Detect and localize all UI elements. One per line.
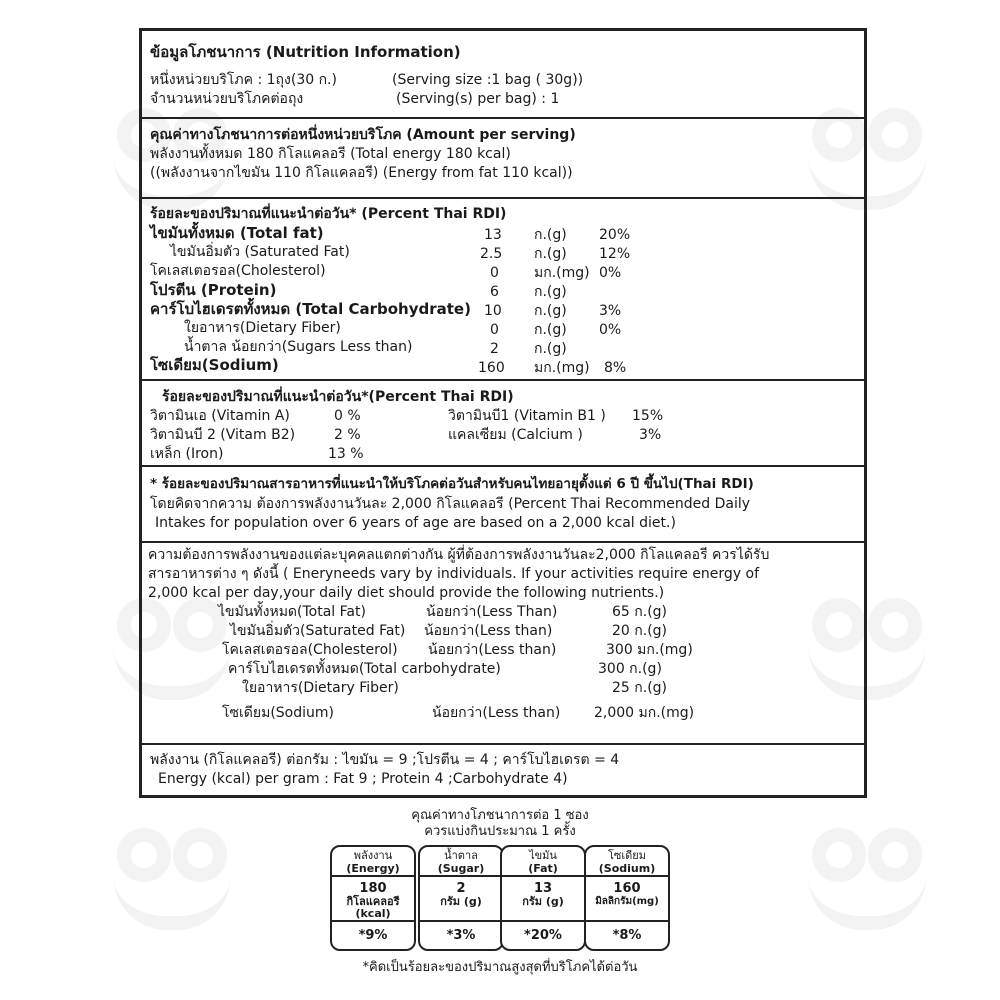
calcium-value: 3%	[639, 427, 662, 443]
can-name-th: โซเดียม	[608, 849, 646, 862]
can-value: 160	[613, 881, 641, 896]
needs-row-value: 300 มก.(mg)	[606, 642, 693, 658]
needs-row-value: 300 ก.(g)	[598, 661, 662, 677]
rdi-row-amount: 10	[484, 303, 502, 319]
rdi-row-unit: ก.(g)	[534, 303, 567, 319]
rdi-row-amount: 0	[490, 322, 499, 338]
needs-row-cond: น้อยกว่า(Less Than)	[426, 604, 558, 620]
needs-row-value: 65 ก.(g)	[612, 604, 668, 620]
can-value: 13	[533, 881, 553, 896]
rdi-row-amount: 13	[484, 227, 502, 243]
needs-line-1: ความต้องการพลังงานของแต่ละบุคคลแตกต่างกัน ผู้ที่ต้องการพลังงานวันละ2,000 กิโลแคลอรี ควรได้รับ	[148, 547, 770, 563]
rdi-row-label: ไขมันอิ่มตัว (Saturated Fat)	[170, 244, 350, 260]
sodium-can	[584, 845, 670, 951]
amount-section	[142, 119, 864, 199]
needs-row-label: ใยอาหาร(Dietary Fiber)	[242, 680, 399, 696]
footnote-line-3: Intakes for population over 6 years of age are based on a 2,000 kcal diet.)	[155, 515, 676, 531]
summary-title-1: คุณค่าทางโภชนาการต่อ 1 ซอง	[411, 808, 589, 823]
rdi-row-unit: ก.(g)	[534, 341, 567, 357]
rdi-row-amount: 2	[490, 341, 499, 357]
panel-title: ข้อมูลโภชนาการ (Nutrition Information)	[150, 43, 461, 61]
servings-per-bag-th: จำนวนหน่วยบริโภคต่อถุง	[150, 91, 304, 107]
vitamins-title: ร้อยละของปริมาณที่แนะนำต่อวัน*(Percent Thai RDI)	[162, 389, 514, 405]
needs-row-value: 20 ก.(g)	[612, 623, 668, 639]
can-name-th: น้ำตาล	[444, 849, 478, 862]
rdi-row-label: คาร์โบไฮเดรตทั้งหมด (Total Carbohydrate)	[150, 300, 471, 318]
total-energy: พลังงานทั้งหมด 180 กิโลแคลอรี (Total energy 180 kcal)	[150, 146, 511, 162]
rdi-row-label: โคเลสเตอรอล(Cholesterol)	[150, 263, 326, 279]
can-unit: กรัม (g)	[522, 895, 564, 908]
sugar-can	[418, 845, 504, 951]
can-percent: *20%	[524, 928, 562, 943]
can-unit: กิโลแคลอรี (kcal)	[346, 895, 400, 920]
rdi-row-label: ใยอาหาร(Dietary Fiber)	[184, 320, 341, 336]
footnote-line-2: โดยคิดจากความ ต้องการพลังงานวันละ 2,000 กิโลแคลอรี (Percent Thai Recommended Daily	[150, 496, 751, 512]
rdi-row-amount: 2.5	[480, 246, 503, 262]
rdi-row-amount: 160	[478, 360, 505, 376]
rdi-row-pct: 12%	[599, 246, 631, 262]
iron-value: 13 %	[328, 446, 364, 462]
energy-from-fat: ((พลังงานจากไขมัน 110 กิโลแคลอรี) (Energy from fat 110 kcal))	[150, 165, 573, 181]
rdi-row-label: น้ำตาล น้อยกว่า(Sugars Less than)	[184, 339, 413, 355]
needs-row-label: โคเลสเตอรอล(Cholesterol)	[222, 642, 398, 658]
rdi-row-pct: 20%	[599, 227, 631, 243]
rdi-row-pct: 3%	[599, 303, 622, 319]
can-name-en: (Sugar)	[437, 862, 485, 875]
amount-title: คุณค่าทางโภชนาการต่อหนึ่งหน่วยบริโภค (Amount per serving)	[150, 127, 576, 143]
daily-needs-section	[142, 543, 864, 745]
needs-row-label: ไขมันอิ่มตัว(Saturated Fat)	[230, 623, 406, 639]
vitamin-b2-label: วิตามินบี 2 (Vitam B2)	[150, 427, 296, 443]
thai-rdi-footnote	[142, 467, 864, 543]
needs-row-cond: น้อยกว่า(Less than)	[432, 705, 561, 721]
rdi-row-label: โปรตีน (Protein)	[150, 281, 277, 299]
rdi-row-unit: ก.(g)	[534, 246, 567, 262]
rdi-row-unit: ก.(g)	[534, 227, 567, 243]
rdi-row-label: โซเดียม(Sodium)	[150, 356, 279, 374]
vitamins-section	[142, 381, 864, 467]
needs-row-value: 2,000 มก.(mg)	[594, 705, 695, 721]
can-value: 2	[456, 881, 466, 896]
summary-footnote: *คิดเป็นร้อยละของปริมาณสูงสุดที่บริโภคได้ต่อวัน	[362, 960, 638, 975]
can-unit: กรัม (g)	[440, 895, 482, 908]
can-percent: *3%	[446, 928, 476, 943]
nutrition-panel	[139, 28, 867, 798]
rdi-row-pct: 0%	[599, 322, 622, 338]
energy-per-gram-en: Energy (kcal) per gram : Fat 9 ; Protein 4 ;Carbohydrate 4)	[158, 771, 568, 787]
footnote-line-1: * ร้อยละของปริมาณสารอาหารที่แนะนำให้บริโภคต่อวันสำหรับคนไทยอายุตั้งแต่ 6 ปี ขึ้นไป(Thai RDI)	[150, 476, 754, 492]
needs-row-label: คาร์โบไฮเดรตทั้งหมด(Total carbohydrate)	[228, 661, 501, 677]
rdi-row-label: ไขมันทั้งหมด (Total fat)	[150, 224, 324, 242]
can-name-en: (Sodium)	[598, 862, 656, 875]
fat-can	[500, 845, 586, 951]
needs-line-2: สารอาหารต่าง ๆ ดังนี้ ( Eneryneeds vary by individuals. If your activities require energy of	[148, 566, 760, 582]
needs-row-cond: น้อยกว่า(Less than)	[424, 623, 553, 639]
energy-can	[330, 845, 416, 951]
serving-section	[142, 31, 864, 119]
vitamin-b2-value: 2 %	[334, 427, 361, 443]
needs-row-cond: น้อยกว่า(Less than)	[428, 642, 557, 658]
can-name-th: ไขมัน	[529, 849, 557, 862]
rdi-row-amount: 6	[490, 284, 499, 300]
rdi-row-unit: ก.(g)	[534, 322, 567, 338]
rdi-row-unit: มก.(mg)	[534, 265, 590, 281]
rdi-row-unit: ก.(g)	[534, 284, 567, 300]
vitamin-b1-value: 15%	[632, 408, 664, 424]
needs-row-label: โซเดียม(Sodium)	[222, 705, 334, 721]
needs-line-3: 2,000 kcal per day,your daily diet should provide the following nutrients.)	[148, 585, 665, 601]
can-percent: *8%	[612, 928, 642, 943]
summary-title-2: ควรแบ่งกินประมาณ 1 ครั้ง	[424, 824, 576, 839]
can-percent: *9%	[358, 928, 388, 943]
needs-row-value: 25 ก.(g)	[612, 680, 668, 696]
watermark-logo	[95, 790, 245, 940]
can-unit: มิลลิกรัม(mg)	[595, 896, 659, 907]
rdi-row-pct: 8%	[604, 360, 627, 376]
vitamin-a-label: วิตามินเอ (Vitamin A)	[150, 408, 290, 424]
rdi-row-amount: 0	[490, 265, 499, 281]
calcium-label: แคลเซียม (Calcium )	[448, 427, 583, 443]
serving-size-en: (Serving size :1 bag ( 30g))	[392, 72, 584, 88]
energy-per-gram-th: พลังงาน (กิโลแคลอรี) ต่อกรัม : ไขมัน = 9 ;โปรตีน = 4 ; คาร์โบไฮเดรต = 4	[150, 752, 620, 768]
vitamin-b1-label: วิตามินบี1 (Vitamin B1 )	[448, 408, 606, 424]
can-name-en: (Fat)	[528, 862, 558, 875]
serving-size-th: หนึ่งหน่วยบริโภค : 1ถุง(30 ก.)	[150, 72, 337, 88]
watermark-logo	[790, 790, 940, 940]
rdi-row-unit: มก.(mg)	[534, 360, 590, 376]
servings-per-bag-en: (Serving(s) per bag) : 1	[396, 91, 560, 107]
rdi-title: ร้อยละของปริมาณที่แนะนำต่อวัน* (Percent Thai RDI)	[150, 206, 507, 222]
vitamin-a-value: 0 %	[334, 408, 361, 424]
rdi-section	[142, 199, 864, 381]
can-name-en: (Energy)	[346, 862, 400, 875]
iron-label: เหล็ก (Iron)	[150, 446, 224, 462]
can-name-th: พลังงาน	[353, 849, 393, 862]
rdi-row-pct: 0%	[599, 265, 622, 281]
needs-row-label: ไขมันทั้งหมด(Total Fat)	[218, 604, 366, 620]
can-value: 180	[359, 881, 387, 896]
energy-per-gram-section	[142, 745, 864, 795]
